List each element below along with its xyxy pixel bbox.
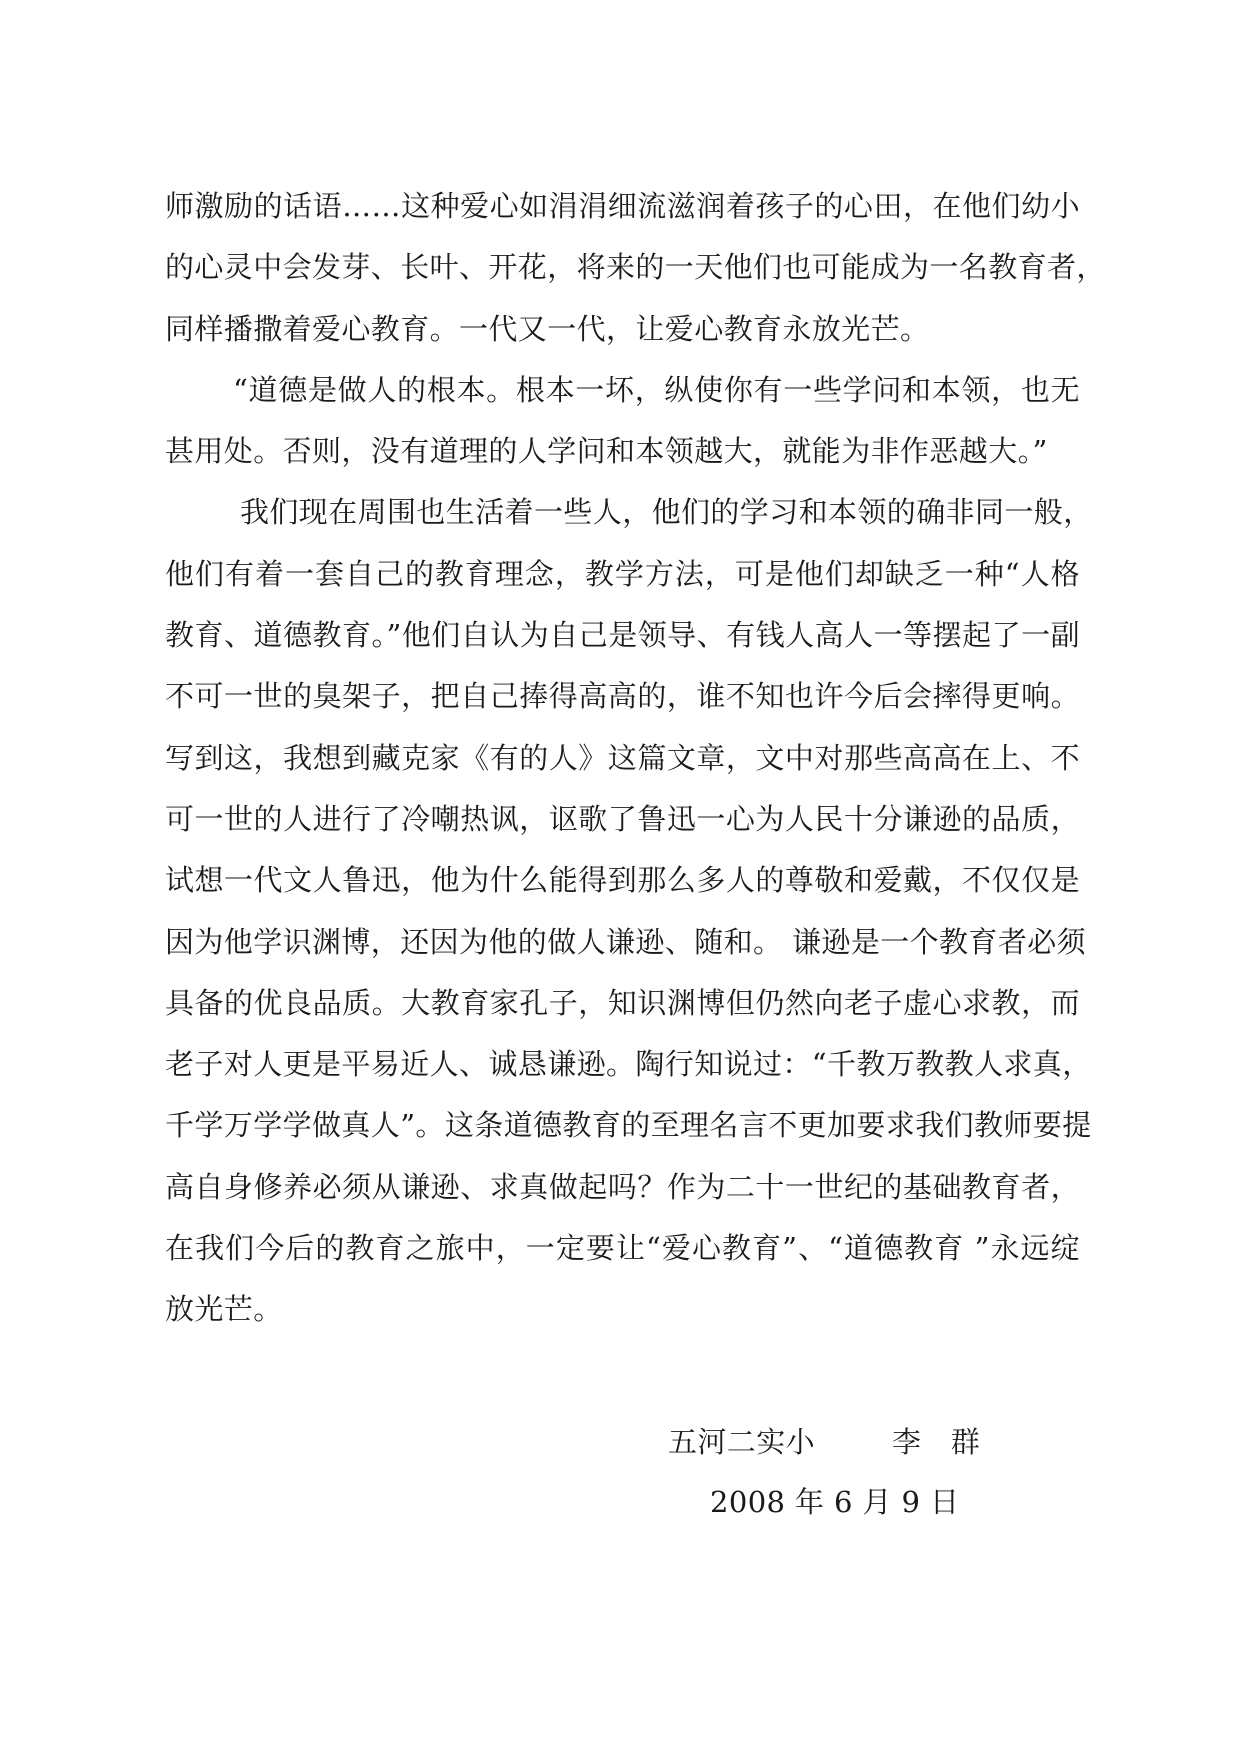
paragraph-3-line-7: 试想一代文人鲁迅，他为什么能得到那么多人的尊敬和爱戴，不仅仅是: [165, 863, 1080, 898]
paragraph-3-line-9: 具备的优良品质。大教育家孔子，知识渊博但仍然向老子虚心求教，而: [165, 985, 1080, 1020]
paragraph-3-line-4: 不可一世的臭架子，把自己捧得高高的，谁不知也许今后会摔得更响。: [165, 679, 1080, 714]
paragraph-1-line-2: 的心灵中会发芽、长叶、开花，将来的一天他们也可能成为一名教育者，: [165, 250, 1106, 285]
paragraph-3-line-10: 老子对人更是平易近人、诚恳谦逊。陶行知说过：“千教万教教人求真，: [165, 1047, 1092, 1082]
signature-author: 李 群: [891, 1425, 981, 1459]
paragraph-1-line-3: 同样播撒着爱心教育。一代又一代，让爱心教育永放光芒。: [165, 311, 930, 346]
paragraph-3-line-8: 因为他学识渊博，还因为他的做人谦逊、随和。 谦逊是一个教育者必须: [165, 924, 1087, 959]
signature-spacer: [815, 1425, 892, 1459]
signature-date: 2008 年 6 月 9 日: [710, 1485, 960, 1519]
paragraph-2-line-1: “道德是做人的根本。根本一坏，纵使你有一些学问和本领，也无: [233, 372, 1080, 407]
paragraph-1-line-1: 师激励的话语……这种爱心如涓涓细流滋润着孩子的心田，在他们幼小: [165, 189, 1080, 223]
signature-organization: 五河二实小: [668, 1425, 816, 1459]
paragraph-3-line-2: 他们有着一套自己的教育理念，教学方法，可是他们却缺乏一种“人格: [165, 556, 1080, 591]
paragraph-3-line-12: 高自身修养必须从谦逊、求真做起吗？作为二十一世纪的基础教育者，: [165, 1169, 1080, 1204]
paragraph-3-line-3: 教育、道德教育。”他们自认为自己是领导、有钱人高人一等摆起了一副: [165, 618, 1080, 653]
signature-line: [668, 1422, 980, 1462]
essay-body: [165, 176, 1106, 1341]
paragraph-3-line-1: 我们现在周围也生活着一些人，他们的学习和本领的确非同一般，: [240, 495, 1093, 530]
paragraph-2-line-2: 甚用处。否则，没有道理的人学问和本领越大，就能为非作恶越大。”: [165, 434, 1048, 469]
paragraph-3-line-11: 千学万学学做真人”。这条道德教育的至理名言不更加要求我们教师要提: [165, 1108, 1092, 1143]
paragraph-3-line-13: 在我们今后的教育之旅中，一定要让“爱心教育”、“道德教育 ”永远绽: [165, 1231, 1080, 1266]
paragraph-3-line-14: 放光芒。: [165, 1292, 283, 1327]
paragraph-3-line-6: 可一世的人进行了冷嘲热讽，讴歌了鲁迅一心为人民十分谦逊的品质，: [165, 801, 1080, 836]
paragraph-3-line-5: 写到这，我想到藏克家《有的人》这篇文章，文中对那些高高在上、不: [165, 740, 1080, 775]
